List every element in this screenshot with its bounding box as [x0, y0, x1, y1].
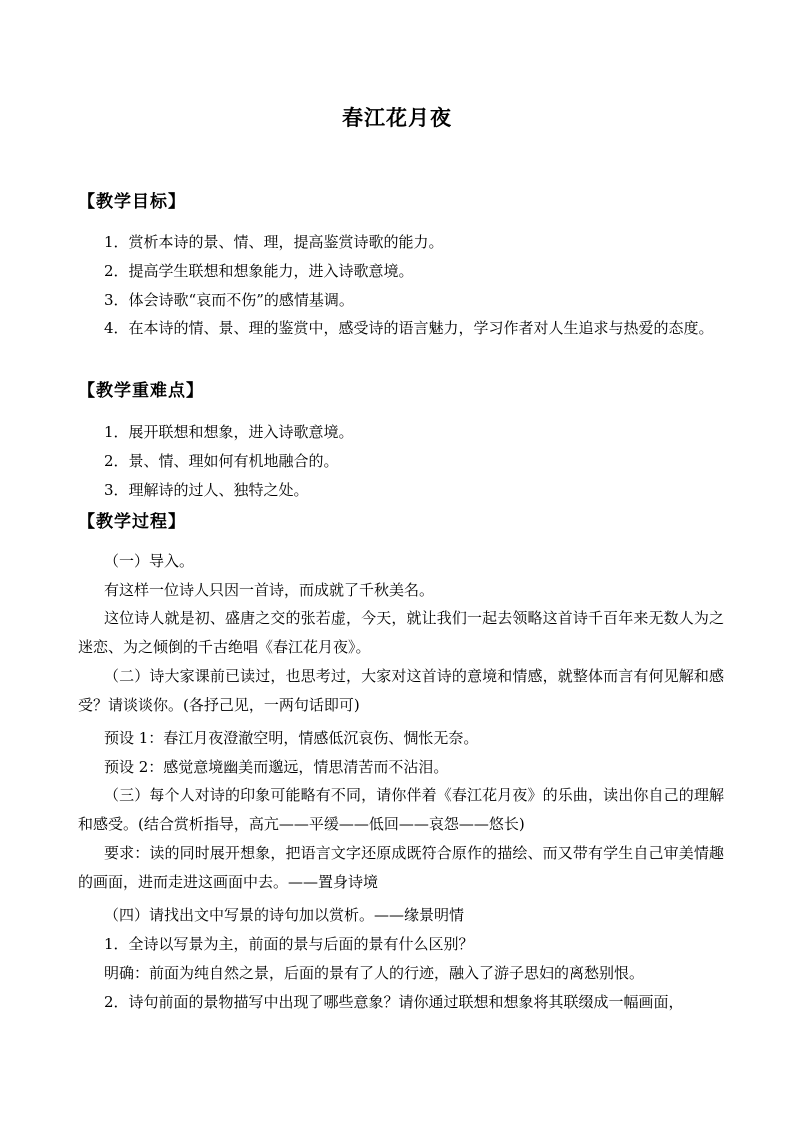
process-paragraph: 这位诗人就是初、盛唐之交的张若虚，今天，就让我们一起去领略这首诗千百年来无数人为之迷恋、为之倾倒的千古绝唱《春江花月夜》。 — [78, 609, 724, 656]
process-paragraph: （四）请找出文中写景的诗句加以赏析。——缘景明情 — [104, 906, 465, 924]
goal-item: 4．在本诗的情、景、理的鉴赏中，感受诗的语言魅力，学习作者对人生追求与热爱的态度。 — [104, 319, 714, 337]
process-paragraph: （二）诗大家课前已读过，也思考过，大家对这首诗的意境和情感，就整体而言有何见解和感受？请谈谈你。(各抒己见，一两句话即可) — [78, 667, 724, 714]
process-paragraph: 有这样一位诗人只因一首诗，而成就了千秋美名。 — [104, 581, 435, 599]
goal-item: 2．提高学生联想和想象能力，进入诗歌意境。 — [104, 262, 414, 280]
key-point-item: 1．展开联想和想象，进入诗歌意境。 — [104, 423, 354, 441]
document-title: 春江花月夜 — [342, 105, 452, 130]
process-paragraph: 1．全诗以写景为主，前面的景与后面的景有什么区别？ — [104, 935, 474, 953]
section-heading-goals: 【教学目标】 — [78, 192, 186, 212]
goal-item: 1．赏析本诗的景、情、理，提高鉴赏诗歌的能力。 — [104, 233, 444, 251]
process-paragraph: 要求：读的同时展开想象，把语言文字还原成既符合原作的描绘、而又带有学生自己审美情趣的画面，进而走进这画面中去。——置身诗境 — [78, 844, 724, 891]
section-heading-process: 【教学过程】 — [78, 512, 186, 532]
goal-item: 3．体会诗歌“哀而不伤”的感情基调。 — [104, 291, 354, 309]
key-point-item: 2．景、情、理如何有机地融合的。 — [104, 452, 339, 470]
process-paragraph: 预设 2：感觉意境幽美而邈远，情思清苦而不沾泪。 — [104, 758, 449, 776]
process-paragraph: （一）导入。 — [104, 552, 195, 570]
process-paragraph: （三）每个人对诗的印象可能略有不同，请你伴着《春江花月夜》的乐曲，读出你自己的理解和感受。(结合赏析指导，高亢——平缓——低回——哀怨——悠长) — [78, 786, 724, 833]
section-heading-key-points: 【教学重难点】 — [78, 381, 204, 401]
process-paragraph: 预设 1：春江月夜澄澈空明，情感低沉哀伤、惆怅无奈。 — [104, 729, 479, 747]
process-paragraph: 2．诗句前面的景物描写中出现了哪些意象？请你通过联想和想象将其联缀成一幅画面， — [104, 993, 684, 1011]
key-point-item: 3．理解诗的过人、独特之处。 — [104, 481, 309, 499]
process-paragraph: 明确：前面为纯自然之景，后面的景有了人的行迹，融入了游子思妇的离愁别恨。 — [104, 964, 645, 982]
